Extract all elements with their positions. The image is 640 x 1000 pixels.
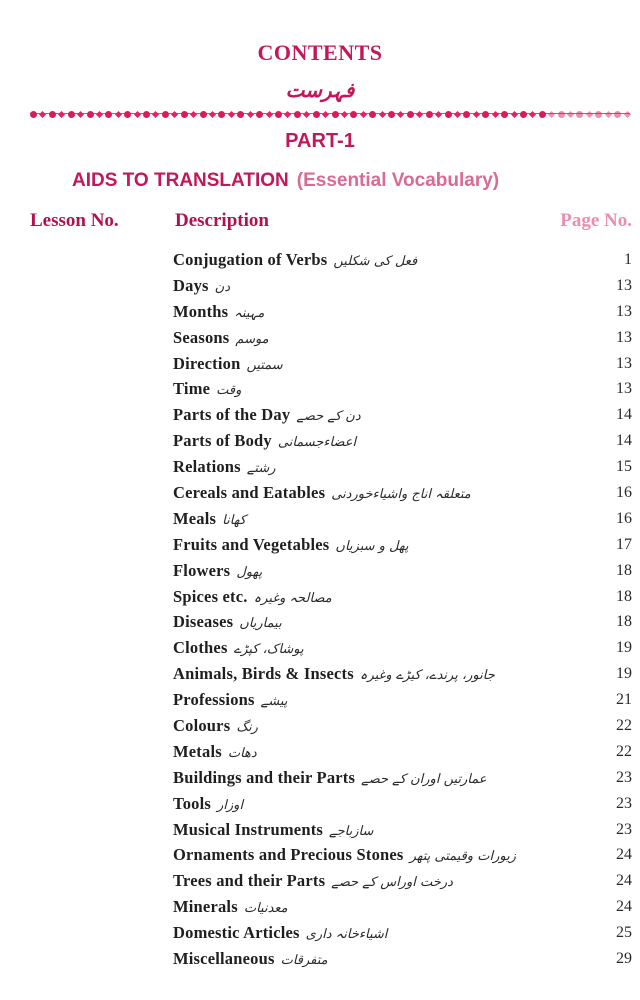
ornament-bead-icon [58, 110, 65, 117]
ornament-bead-icon [332, 111, 339, 118]
page-title: CONTENTS [257, 40, 383, 65]
entry-urdu: مہینہ [234, 305, 265, 321]
toc-entry[interactable] [0, 402, 640, 428]
ornament-bead-icon [247, 110, 254, 117]
entry-page: 22 [616, 742, 632, 760]
ornament-bead-icon [482, 111, 489, 118]
entry-urdu: پیشے [260, 694, 288, 710]
ornament-bead-icon [96, 110, 103, 117]
ornament-bead-icon [124, 111, 131, 118]
toc-entry[interactable] [0, 765, 640, 791]
ornament-bead-icon [576, 111, 583, 118]
entry-urdu: کھانا [222, 512, 246, 528]
toc-entry[interactable] [0, 920, 640, 946]
ornament-bead-icon [360, 110, 367, 117]
entry-page: 13 [616, 302, 632, 320]
ornament-bead-icon [284, 110, 291, 117]
ornament-bead-icon [115, 110, 122, 117]
toc-entry[interactable] [0, 739, 640, 765]
entry-urdu: پھل و سبزیاں [335, 538, 409, 554]
ornament-bead-icon [237, 111, 244, 118]
entry-page: 18 [616, 587, 632, 605]
toc-entry[interactable] [0, 868, 640, 894]
entry-description: Months [173, 301, 229, 321]
entry-urdu: دن کے حصے [296, 409, 361, 425]
ornament-bead-icon [294, 111, 301, 118]
toc-entry[interactable] [0, 558, 640, 584]
entry-urdu: اوزار [217, 797, 244, 813]
section-title: AIDS TO TRANSLATION [72, 170, 289, 191]
entry-description: Direction [173, 353, 241, 373]
entry-page: 15 [616, 458, 632, 476]
entry-description: Cereals and Eatables [173, 482, 326, 502]
entry-description: Parts of Body [173, 431, 272, 451]
urdu-page-title: فہرست [285, 80, 355, 102]
ornament-bead-icon [388, 111, 395, 118]
ornament-bead-icon [313, 111, 320, 118]
ornament-bead-icon [171, 110, 178, 117]
entry-page: 23 [616, 820, 632, 838]
toc-entry[interactable] [0, 946, 640, 972]
ornament-bead-icon [87, 111, 94, 118]
ornament-bead-icon [350, 111, 357, 118]
entry-description: Musical Instruments [173, 819, 324, 839]
entry-page: 25 [616, 924, 632, 942]
entry-page: 17 [616, 535, 632, 553]
toc-entry[interactable] [0, 506, 640, 532]
ornament-bead-icon [218, 111, 225, 118]
entry-description: Colours [173, 715, 231, 735]
entry-urdu: سمتیں [246, 357, 283, 373]
entry-page: 14 [616, 432, 632, 450]
entry-description: Diseases [173, 612, 234, 632]
entry-description: Parts of the Day [173, 405, 291, 425]
entry-description: Conjugation of Verbs [173, 249, 328, 269]
entry-urdu: سازباجے [329, 823, 374, 839]
ornament-bead-icon [463, 111, 470, 118]
ornament-bead-icon [539, 111, 546, 118]
ornament-bead-icon [143, 111, 150, 118]
entry-description: Minerals [173, 897, 238, 917]
ornament-bead-icon [529, 110, 536, 117]
ornament-bead-icon [181, 111, 188, 118]
contents-list [0, 247, 640, 972]
entry-urdu: متفرقات [280, 952, 328, 968]
ornament-bead-icon [200, 111, 207, 118]
ornament-bead-icon [190, 110, 197, 117]
ornament-bead-icon [162, 111, 169, 118]
ornament-bead-icon [266, 110, 273, 117]
toc-entry[interactable] [0, 687, 640, 713]
section-heading [72, 170, 640, 192]
entry-description: Relations [173, 457, 241, 477]
entry-description: Professions [173, 690, 255, 710]
toc-entry[interactable] [0, 247, 640, 273]
ornament-bead-icon [369, 111, 376, 118]
entry-urdu: موسم [235, 331, 269, 347]
toc-entry[interactable] [0, 635, 640, 661]
ornament-bead-icon [77, 110, 84, 117]
ornament-bead-icon [134, 110, 141, 117]
entry-description: Domestic Articles [173, 923, 300, 943]
entry-page: 18 [616, 561, 632, 579]
ornament-bead-icon [558, 111, 565, 118]
ornament-bead-icon [614, 111, 621, 118]
entry-page: 18 [616, 613, 632, 631]
entry-description: Time [173, 379, 211, 399]
ornament-bead-icon [624, 110, 631, 117]
ornament-bead-icon [303, 110, 310, 117]
ornament-bead-icon [49, 111, 56, 118]
entry-urdu: بیماریاں [239, 616, 282, 632]
entry-page: 19 [616, 665, 632, 683]
entry-description: Fruits and Vegetables [173, 534, 330, 554]
ornament-bead-icon [501, 111, 508, 118]
ornament-bead-icon [520, 111, 527, 118]
toc-entry[interactable] [0, 428, 640, 454]
entry-page: 21 [616, 691, 632, 709]
entry-page: 13 [616, 276, 632, 294]
ornament-bead-icon [454, 110, 461, 117]
column-header-page: Page No. [560, 210, 632, 231]
entry-description: Animals, Birds & Insects [173, 664, 354, 684]
ornament-bead-icon [492, 110, 499, 117]
toc-entry[interactable] [0, 713, 640, 739]
ornament-bead-icon [68, 111, 75, 118]
entry-urdu: دھات [227, 745, 257, 761]
entry-description: Spices etc. [173, 586, 248, 606]
entry-urdu: عمارتیں اوران کے حصے [361, 771, 487, 787]
toc-entry[interactable] [0, 791, 640, 817]
entry-page: 1 [624, 250, 632, 268]
ornament-bead-icon [407, 111, 414, 118]
toc-entry[interactable] [0, 480, 640, 506]
entry-page: 24 [616, 898, 632, 916]
ornament-bead-icon [228, 110, 235, 117]
entry-urdu: رشتے [246, 461, 276, 477]
ornament-bead-icon [445, 111, 452, 118]
decorative-divider [30, 108, 630, 120]
entry-page: 19 [616, 639, 632, 657]
ornament-bead-icon [341, 110, 348, 117]
entry-urdu: دن [214, 279, 230, 295]
ornament-bead-icon [30, 111, 37, 118]
entry-urdu: پوشاک، کپڑے [233, 642, 304, 658]
ornament-bead-icon [595, 111, 602, 118]
ornament-bead-icon [379, 110, 386, 117]
toc-entry[interactable] [0, 661, 640, 687]
ornament-bead-icon [152, 110, 159, 117]
toc-entry[interactable] [0, 351, 640, 377]
toc-entry[interactable] [0, 376, 640, 402]
ornament-bead-icon [39, 110, 46, 117]
section-subtitle: (Essential Vocabulary) [296, 170, 500, 191]
ornament-bead-icon [426, 111, 433, 118]
ornament-bead-icon [275, 111, 282, 118]
ornament-bead-icon [397, 110, 404, 117]
toc-entry[interactable] [0, 842, 640, 868]
ornament-bead-icon [256, 111, 263, 118]
toc-entry[interactable] [0, 454, 640, 480]
entry-page: 16 [616, 509, 632, 527]
ornament-bead-icon [473, 110, 480, 117]
toc-entry[interactable] [0, 584, 640, 610]
entry-description: Clothes [173, 638, 228, 658]
entry-description: Days [173, 275, 209, 295]
entry-description: Seasons [173, 327, 230, 347]
ornament-bead-icon [105, 111, 112, 118]
entry-page: 14 [616, 406, 632, 424]
part-heading: PART-1 [285, 130, 355, 152]
entry-description: Buildings and their Parts [173, 767, 356, 787]
entry-urdu: رنگ [236, 719, 258, 735]
ornament-bead-icon [209, 110, 216, 117]
ornament-bead-icon [322, 110, 329, 117]
entry-urdu: درخت اوراس کے حصے [331, 875, 453, 891]
entry-urdu: پھول [236, 564, 263, 580]
entry-page: 13 [616, 380, 632, 398]
column-header-description: Description [175, 210, 269, 231]
ornament-bead-icon [435, 110, 442, 117]
entry-description: Trees and their Parts [173, 871, 326, 891]
entry-description: Tools [173, 793, 211, 813]
toc-entry[interactable] [0, 325, 640, 351]
entry-description: Flowers [173, 560, 231, 580]
ornament-bead-icon [605, 110, 612, 117]
ornament-bead-icon [416, 110, 423, 117]
column-header-lesson: Lesson No. [30, 210, 119, 231]
entry-page: 16 [616, 483, 632, 501]
entry-page: 22 [616, 716, 632, 734]
entry-description: Ornaments and Precious Stones [173, 845, 404, 865]
entry-page: 24 [616, 846, 632, 864]
entry-page: 13 [616, 328, 632, 346]
entry-urdu: اشیاءخانہ داری [305, 927, 388, 943]
entry-urdu: متعلقہ اناج واشیاءخوردنی [331, 486, 471, 502]
toc-entry[interactable] [0, 299, 640, 325]
ornament-bead-icon [510, 110, 517, 117]
toc-entry[interactable] [0, 532, 640, 558]
entry-page: 23 [616, 768, 632, 786]
entry-page: 29 [616, 949, 632, 967]
entry-urdu: اعضاءجسمانی [277, 435, 357, 451]
entry-page: 23 [616, 794, 632, 812]
ornament-bead-icon [548, 110, 555, 117]
entry-urdu: فعل کی شکلیں [333, 253, 418, 269]
toc-entry[interactable] [0, 609, 640, 635]
entry-description: Miscellaneous [173, 948, 275, 968]
entry-urdu: معدنیات [243, 901, 288, 917]
toc-entry[interactable] [0, 894, 640, 920]
entry-page: 24 [616, 872, 632, 890]
toc-entry[interactable] [0, 817, 640, 843]
ornament-bead-icon [586, 110, 593, 117]
entry-urdu: مصالحہ وغیرہ [253, 590, 332, 606]
ornament-bead-icon [567, 110, 574, 117]
toc-entry[interactable] [0, 273, 640, 299]
entry-urdu: زیورات وقیمتی پتھر [409, 849, 516, 865]
entry-urdu: جانور، پرندے، کیڑے وغیرہ [359, 668, 495, 684]
entry-urdu: وقت [216, 383, 242, 399]
entry-description: Meals [173, 508, 217, 528]
entry-description: Metals [173, 741, 222, 761]
entry-page: 13 [616, 354, 632, 372]
